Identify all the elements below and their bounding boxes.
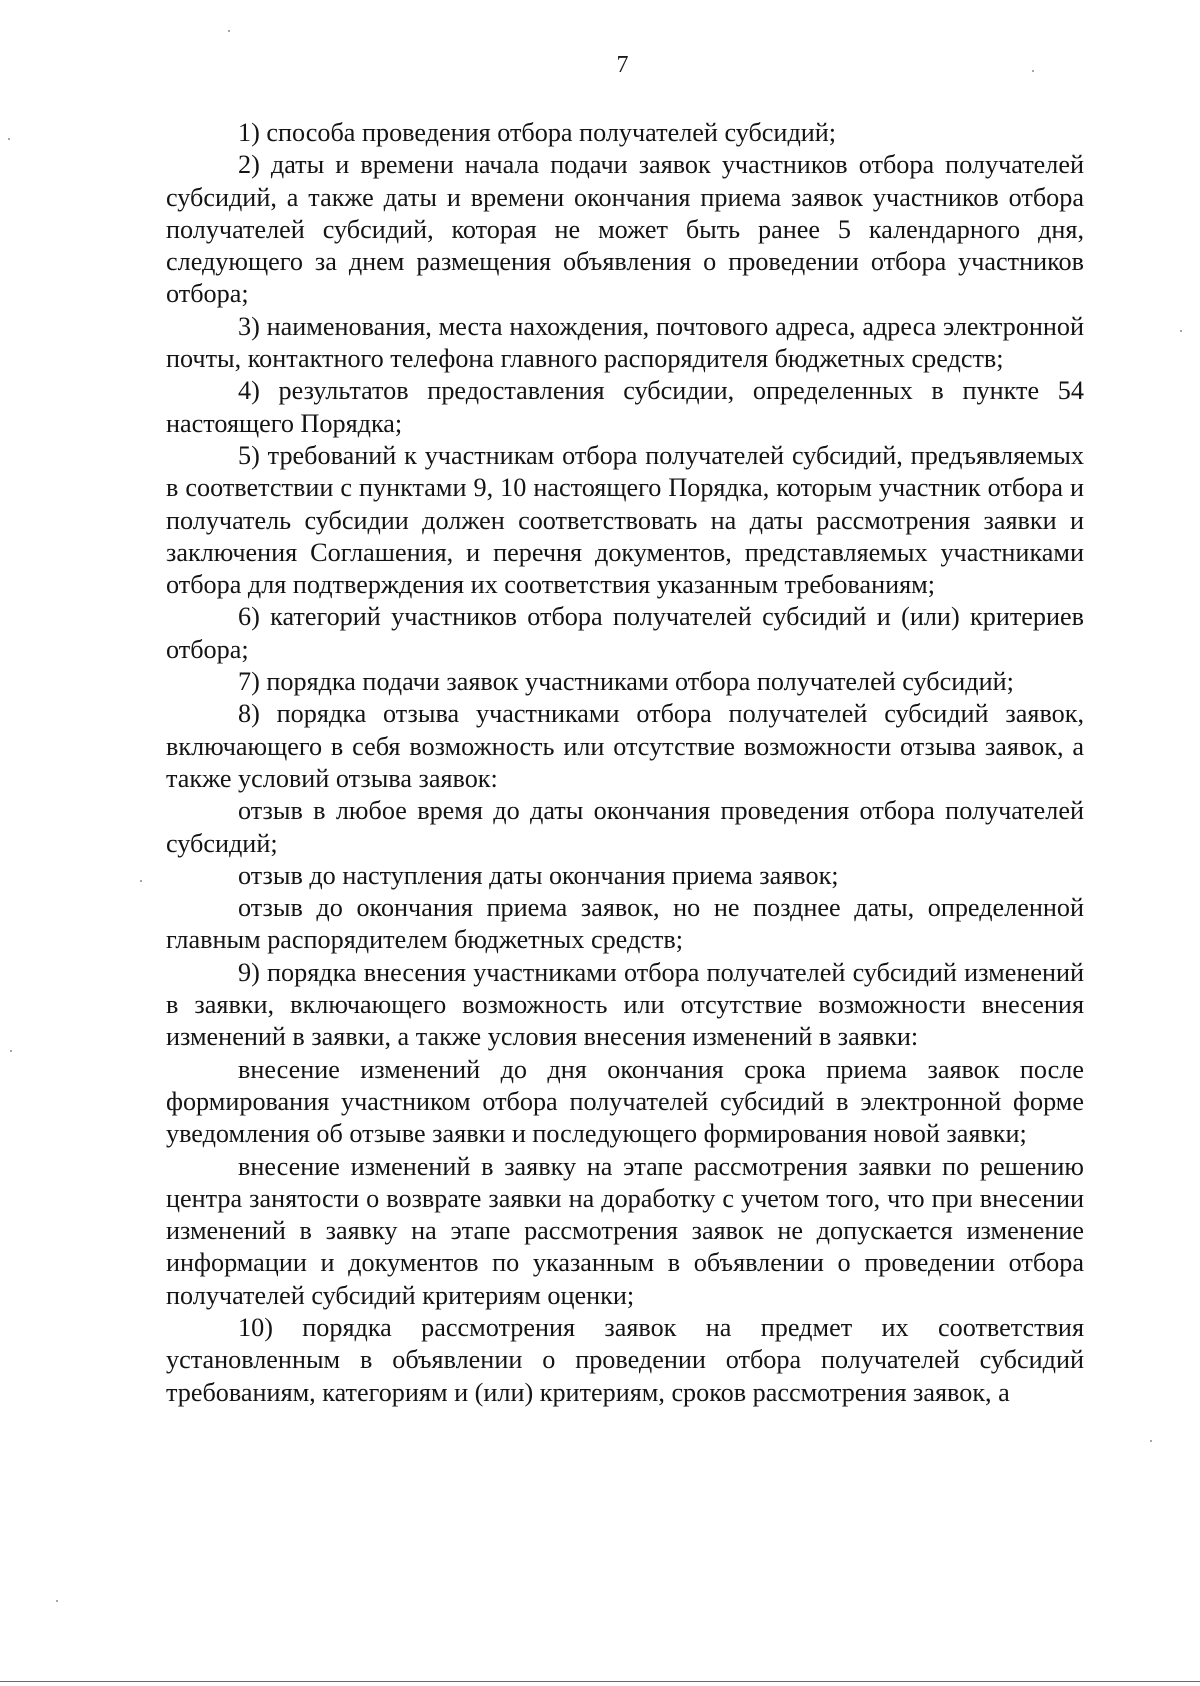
scan-speck	[1032, 70, 1034, 72]
scan-speck	[1150, 1440, 1152, 1442]
paragraph-item-4: 4) результатов предоставления субсидии, определенных в пункте 54 настоящего Порядка;	[166, 376, 1084, 438]
document-body	[166, 117, 1084, 1409]
paragraph-item-8: 8) порядка отзыва участниками отбора получателей субсидий заявок, включающего в себя возможность или отсутствие возможности отзыва заявок, а также условий отзыва заявок:	[166, 699, 1084, 793]
scan-speck	[1180, 330, 1182, 332]
paragraph-changes-during-review: внесение изменений в заявку на этапе рассмотрения заявки по решению центра занятости о возврате заявки на доработку с учетом того, что при внесении изменений в заявку на этапе рассмотрения заявок не допускается изменение информации и документов по указанным в объявлении о проведении отбора получателей субсидий критериям оценки;	[166, 1151, 1084, 1310]
paragraph-item-1: 1) способа проведения отбора получателей субсидий;	[238, 118, 837, 147]
paragraph-item-2: 2) даты и времени начала подачи заявок участников отбора получателей субсидий, а также даты и времени окончания приема заявок участников отбора получателей субсидий, которая не может быть ранее 5 календарного дня, следующего за днем размещения объявления о проведении отбора участников отбора;	[166, 150, 1084, 309]
paragraph-item-5: 5) требований к участникам отбора получателей субсидий, предъявляемых в соответствии с пунктами 9, 10 настоящего Порядка, которым участник отбора и получатель субсидии должен соответствовать на даты рассмотрения заявки и заключения Соглашения, и перечня документов, представляемых участниками отбора для подтверждения их соответствия указанным требованиям;	[166, 440, 1084, 600]
paragraph-item-3: 3) наименования, места нахождения, почтового адреса, адреса электронной почты, контактного телефона главного распорядителя бюджетных средств;	[166, 311, 1084, 374]
scan-speck	[8, 138, 10, 140]
scan-bottom-edge	[0, 1681, 1200, 1682]
paragraph-item-6: 6) категорий участников отбора получателей субсидий и (или) критериев отбора;	[166, 602, 1084, 664]
paragraph-changes-before-deadline: внесение изменений до дня окончания срока приема заявок после формирования участником отбора получателей субсидий в электронной форме уведомления об отзыве заявки и последующего формирования новой заявки;	[166, 1054, 1084, 1149]
scan-speck	[56, 1600, 58, 1602]
paragraph-withdrawal-anytime: отзыв в любое время до даты окончания проведения отбора получателей субсидий;	[166, 796, 1084, 858]
paragraph-item-10: 10) порядка рассмотрения заявок на предмет их соответствия установленным в объявлении о проведении отбора получателей субсидий требованиям, категориям и (или) критериям, сроков рассмотрения заявок, а	[166, 1312, 1084, 1407]
page-number: 7	[616, 52, 629, 78]
paragraph-item-7: 7) порядка подачи заявок участниками отбора получателей субсидий;	[238, 667, 1014, 697]
paragraph-withdrawal-set-date: отзыв до окончания приема заявок, но не позднее даты, определенной главным распорядителем бюджетных средств;	[166, 893, 1084, 955]
scan-speck	[10, 1050, 12, 1052]
scan-speck	[228, 30, 230, 32]
paragraph-withdrawal-before-deadline: отзыв до наступления даты окончания приема заявок;	[238, 860, 839, 890]
paragraph-item-9: 9) порядка внесения участниками отбора получателей субсидий изменений в заявки, включающего возможность или отсутствие возможности внесения изменений в заявки, а также условия внесения изменений в заявки:	[166, 957, 1084, 1052]
scan-speck	[140, 880, 142, 882]
